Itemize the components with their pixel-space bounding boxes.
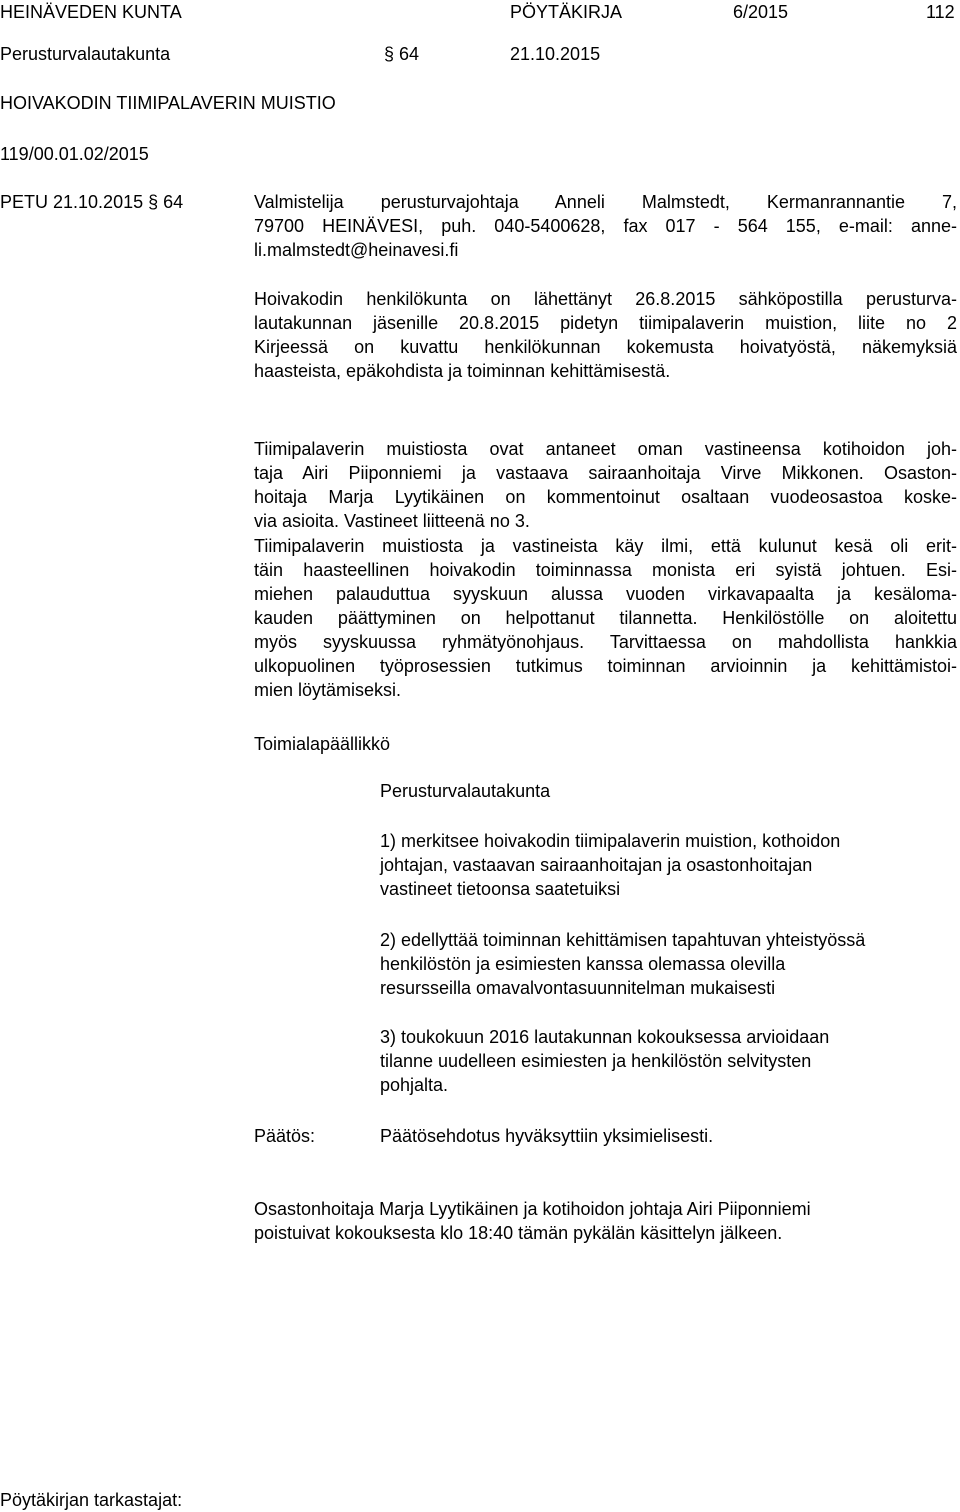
text-line: 1) merkitsee hoivakodin tiimipalaverin muistion, kothoidon bbox=[380, 831, 841, 851]
decision-label: Päätös: bbox=[254, 1126, 316, 1146]
text-line: täin haasteellinen hoivakodin toiminnassa monista eri syistä johtuen. Esi- bbox=[254, 560, 957, 580]
text-line: resursseilla omavalvontasuunnitelman mukaisesti bbox=[380, 978, 776, 998]
proposal-item bbox=[380, 829, 840, 901]
record-number: 119/00.01.02/2015 bbox=[0, 144, 149, 164]
document-number: 6/2015 bbox=[733, 2, 789, 22]
text-line: hoitaja Marja Lyytikäinen on kommentoinut osaltaan vuodeosastoa koske- bbox=[254, 487, 957, 507]
text-line: Valmistelija perusturvajohtaja Anneli Malmstedt, Kermanrannantie 7, bbox=[254, 192, 957, 212]
text-line: 79700 HEINÄVESI, puh. 040-5400628, fax 017 - 564 155, e-mail: anne- bbox=[254, 216, 957, 236]
proposer-title: Toimialapäällikkö bbox=[254, 734, 391, 754]
paragraph-assessment bbox=[254, 534, 957, 702]
proposal-item bbox=[380, 928, 865, 1000]
proposal-item bbox=[380, 1025, 829, 1097]
municipality-name: HEINÄVEDEN KUNTA bbox=[0, 2, 182, 22]
text-line: Tiimipalaverin muistiosta ja vastineista käy ilmi, että kulunut kesä oli erit- bbox=[254, 536, 957, 556]
reviewers-label: Pöytäkirjan tarkastajat: bbox=[0, 1490, 183, 1510]
text-line: via asioita. Vastineet liitteenä no 3. bbox=[254, 511, 530, 531]
text-line: pohjalta. bbox=[380, 1075, 449, 1095]
text-line: kauden päättyminen on helpottanut tilannetta. Henkilöstölle on aloitettu bbox=[254, 608, 957, 628]
text-line: ulkopuolinen työprosessien tutkimus toiminnan arvioinnin ja kehittämistoi- bbox=[254, 656, 957, 676]
decision-text: Päätösehdotus hyväksyttiin yksimielisesti. bbox=[380, 1126, 714, 1146]
document-type: PÖYTÄKIRJA bbox=[510, 2, 623, 22]
text-line: taja Airi Piiponniemi ja vastaava sairaanhoitaja Virve Mikkonen. Osaston- bbox=[254, 463, 957, 483]
text-line: poistuivat kokouksesta klo 18:40 tämän pykälän käsittelyn jälkeen. bbox=[254, 1223, 783, 1243]
board-name: Perusturvalautakunta bbox=[0, 44, 171, 64]
text-line: 2) edellyttää toiminnan kehittämisen tapahtuvan yhteistyössä bbox=[380, 930, 866, 950]
page-number: 112 bbox=[926, 2, 955, 22]
section-number: § 64 bbox=[384, 44, 420, 64]
proposal-heading: Perusturvalautakunta bbox=[380, 781, 551, 801]
text-line: miehen palauduttua syyskuun alussa vuoden virkavapaalta ja kesäloma- bbox=[254, 584, 957, 604]
page-title: HOIVAKODIN TIIMIPALAVERIN MUISTIO bbox=[0, 93, 336, 113]
paragraph-responses bbox=[254, 437, 957, 533]
text-line: vastineet tietoonsa saatetuiksi bbox=[380, 879, 621, 899]
text-line: Osastonhoitaja Marja Lyytikäinen ja kotihoidon johtaja Airi Piiponniemi bbox=[254, 1199, 811, 1219]
preparer-info bbox=[254, 190, 957, 262]
text-line: henkilöstön ja esimiesten kanssa olemassa olevilla bbox=[380, 954, 786, 974]
item-reference: PETU 21.10.2015 § 64 bbox=[0, 192, 184, 212]
text-line: tilanne uudelleen esimiesten ja henkilöstön selvitysten bbox=[380, 1051, 812, 1071]
text-line: mien löytämiseksi. bbox=[254, 680, 402, 700]
meeting-date: 21.10.2015 bbox=[510, 44, 601, 64]
text-line: lautakunnan jäsenille 20.8.2015 pidetyn tiimipalaverin muistion, liite no 2 bbox=[254, 313, 957, 333]
paragraph-background bbox=[254, 287, 957, 383]
text-line: Hoivakodin henkilökunta on lähettänyt 26.8.2015 sähköpostilla perusturva- bbox=[254, 289, 957, 309]
text-line: haasteista, epäkohdista ja toiminnan kehittämisestä. bbox=[254, 361, 671, 381]
text-line: johtajan, vastaavan sairaanhoitajan ja osastonhoitajan bbox=[380, 855, 813, 875]
text-line: Kirjeessä on kuvattu henkilökunnan kokemusta hoivatyöstä, näkemyksiä bbox=[254, 337, 957, 357]
closing-note bbox=[254, 1197, 811, 1245]
text-line: li.malmstedt@heinavesi.fi bbox=[254, 240, 459, 260]
text-line: 3) toukokuun 2016 lautakunnan kokouksessa arvioidaan bbox=[380, 1027, 830, 1047]
text-line: Tiimipalaverin muistiosta ovat antaneet oman vastineensa kotihoidon joh- bbox=[254, 439, 957, 459]
text-line: myös syyskuussa ryhmätyönohjaus. Tarvittaessa on mahdollista hankkia bbox=[254, 632, 957, 652]
